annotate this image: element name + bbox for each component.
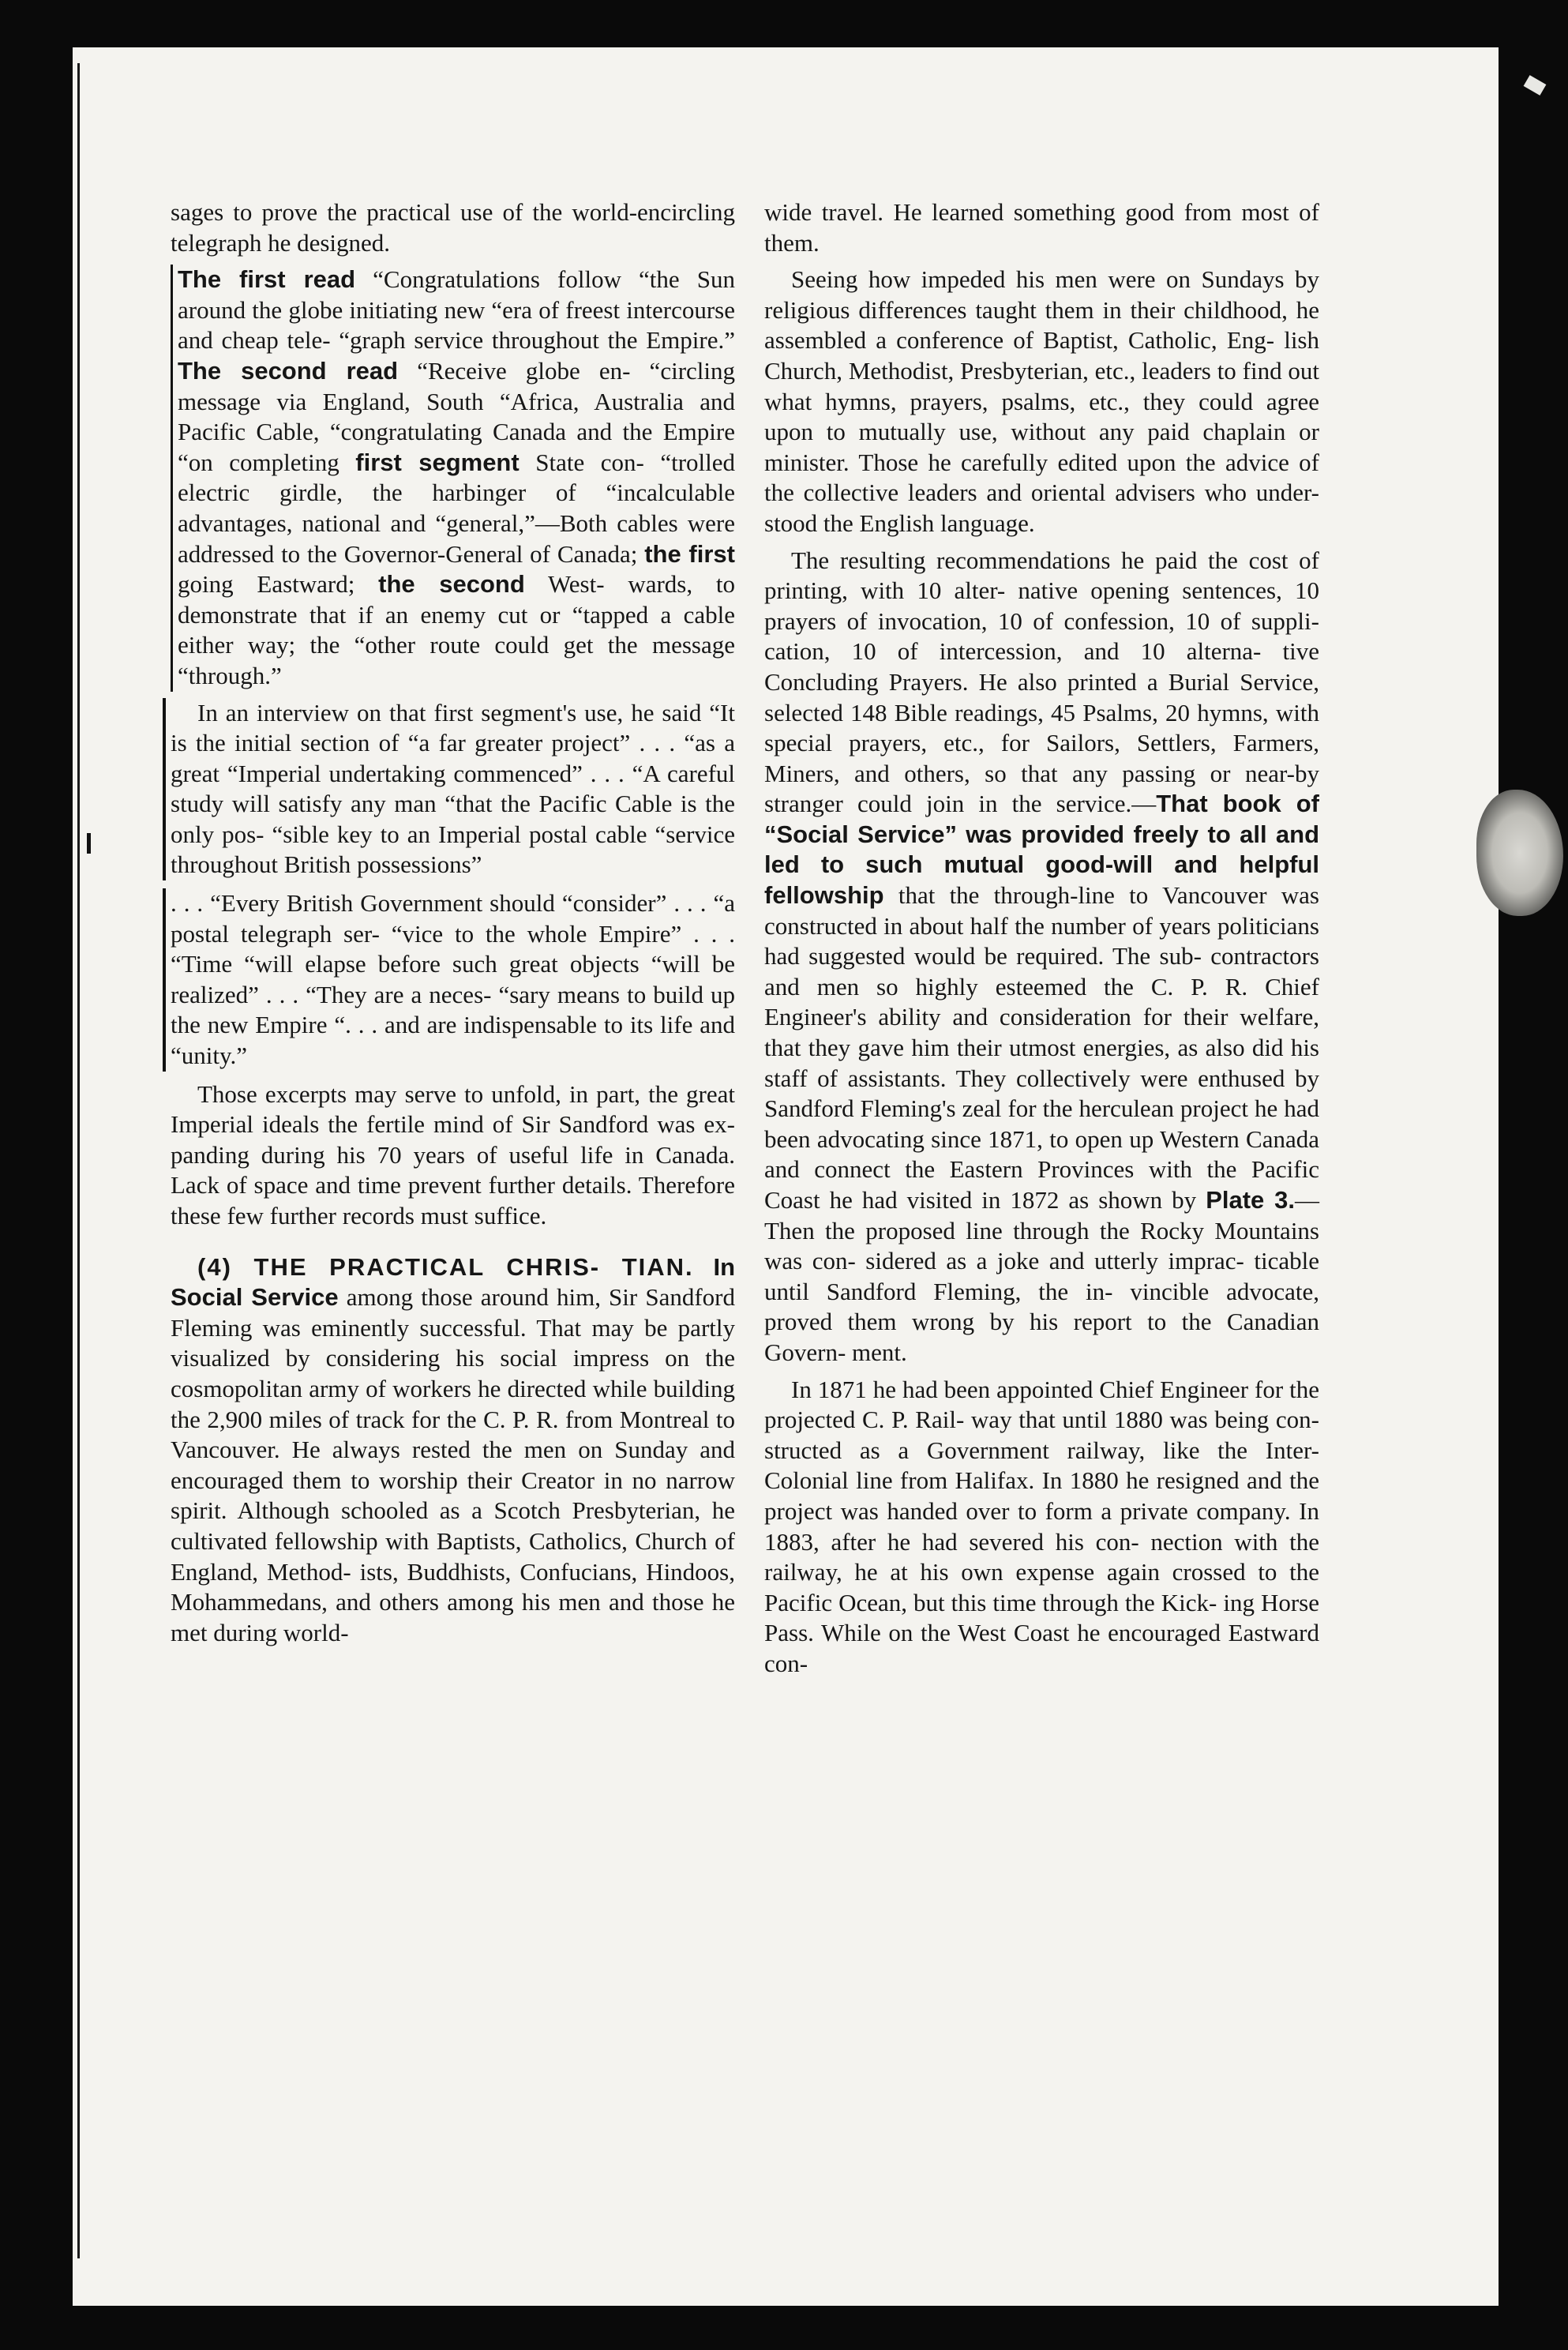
right-paragraph-4: In 1871 he had been appointed Chief Engineer for the projected C. P. Rail- way that until 1880 was being con- structed as a Government railway, like the Inter-Colonial line from Halifax. In 1880 he resigned and the project was handed over to form a private company. In 1883, after he had severed his con- nection with the railway, he at his own expense again crossed to the Pacific Ocean, but this time through the Kick- ing Horse Pass. While on the West Coast he encouraged Eastward con- — [764, 1375, 1319, 1677]
right-column — [764, 197, 1319, 1686]
text-run: “Receive globe en- “circling message via England, South “Africa, Australia and Pacific Cable, “congratulating Canada and the Empire “on completing — [178, 356, 735, 476]
left-paragraph-4: . . . “Every British Government should “consider” . . . “a postal telegraph ser- “vice to the whole Empire” . . . “Time “will elapse before such great objects “will be realized” . . . “They are a neces- “sary means to build up the new Empire “. . . and are indispensable to its life and “unity.” — [163, 888, 735, 1072]
text-run: State con- “trolled electric girdle, the harbinger of “incalculable advantages, national and “general,”—Both cables were addressed to the Governor-General of Canada; — [178, 448, 735, 568]
left-paragraph-5: Those excerpts may serve to unfold, in part, the great Imperial ideals the fertile mind of Sir Sandford was ex- panding during his 70 years of useful life in Canada. Lack of space and time prevent further details. Therefore these few further records must suffice. — [171, 1079, 735, 1229]
text-run: among those around him, Sir Sandford Fleming was eminently successful. That may be partly visualized by considering his social impress on the cosmopolitan army of workers he directed while building the 2,900 miles of track for the C. P. R. from Montreal to Vancouver. He always rested the men on Sunday and encouraged them to worship their Creator in no narrow spirit. Although schooled as a Scotch Presbyterian, he cultivated fellowship with Baptists, Catholics, Church of England, Method- ists, Buddhists, Confucians, Hindoos, Mohammedans, and others among his men and those he met during world- — [171, 1283, 735, 1646]
text-run: West- wards, to demonstrate that if an enemy cut or “tapped a cable either way; the “other route could get the message “through.” — [178, 570, 735, 689]
bold-plate-3: Plate 3. — [1206, 1186, 1295, 1214]
bold-the-second-read: The second read — [178, 356, 399, 385]
text-run: The resulting recommendations he paid the cost of printing, with 10 alter- native opening sentences, 10 prayers of invocation, 10 of confession, 10 of suppli- cation, 10 of intercession, and 10 alterna- tive Concluding Prayers. He also printed a Burial Service, selected 148 Bible readings, 45 Psalms, 20 hymns, with special prayers, etc., for Sailors, Settlers, Farmers, Miners, and others, so that any passing or near-by stranger could join in the service.— — [764, 546, 1319, 818]
bold-the-second: the second — [378, 570, 525, 599]
left-paragraph-6 — [171, 1252, 735, 1649]
left-paragraph-1: sages to prove the practical use of the world-encircling telegraph he designed. — [171, 198, 735, 257]
margin-mark — [87, 833, 91, 854]
text-run: —Then the proposed line through the Rocky Mountains was con- sidered as a joke and utterly imprac- ticable until Sandford Fleming, the in- vincible advocate, proved them wrong by his report to the Canadian Govern- ment. — [764, 1186, 1319, 1366]
left-column — [171, 197, 735, 1654]
bold-first-segment: first segment — [355, 448, 520, 476]
paper-damage-stain — [1476, 790, 1563, 916]
bold-in-social-service: In Social Service — [171, 1252, 736, 1312]
bold-the-first: the first — [644, 539, 735, 568]
section-heading: (4) THE PRACTICAL CHRIS- TIAN. — [197, 1252, 694, 1281]
text-run: going Eastward; — [178, 570, 379, 599]
text-run: “Congratulations follow “the Sun around the globe initiating new “era of freest intercourse and cheap tele- “graph service throughout the Empire.” — [178, 265, 735, 355]
right-paragraph-2: Seeing how impeded his men were on Sundays by religious differences taught them in their childhood, he assembled a conference of Baptist, Catholic, Eng- lish Church, Methodist, Presbyterian, etc., leaders to find out what hymns, prayers, psalms, etc., they could agree upon to mutually use, without any paid chaplain or minister. Those he carefully edited upon the advice of the collective leaders and oriental advisers who under- stood the English language. — [764, 265, 1319, 537]
left-paragraph-3: In an interview on that first segment's use, he said “It is the initial section of “a far greater project” . . . “as a great “Imperial undertaking commenced” . . . “A careful study will satisfy any man “that the Pacific Cable is the only pos- “sible key to an Imperial postal cable “service throughout British possessions” — [163, 698, 735, 881]
bold-the-first-read: The first read — [178, 265, 356, 294]
corner-scrap — [1524, 75, 1547, 96]
right-paragraph-3 — [764, 546, 1319, 1368]
left-paragraph-2 — [171, 265, 735, 691]
bold-social-service-book: That book of “Social Service” was provided freely to all and led to such mutual good-will and helpful fellowship — [764, 790, 1319, 910]
text-run: that the through-line to Vancouver was constructed in about half the number of years politicians had suggested would be required. The sub- contractors and men so highly esteemed the C. P. R. Chief Engineer's ability and consideration for their welfare, that they gave him their utmost energies, as also did his staff of assistants. They collectively were enthused by Sandford Fleming's zeal for the herculean project he had been advocating since 1871, to open up Western Canada and connect the Eastern Provinces with the Pacific Coast he had visited in 1872 as shown by — [764, 881, 1319, 1214]
binding-fold-line — [77, 63, 80, 2258]
right-paragraph-1: wide travel. He learned something good from most of them. — [764, 198, 1319, 257]
